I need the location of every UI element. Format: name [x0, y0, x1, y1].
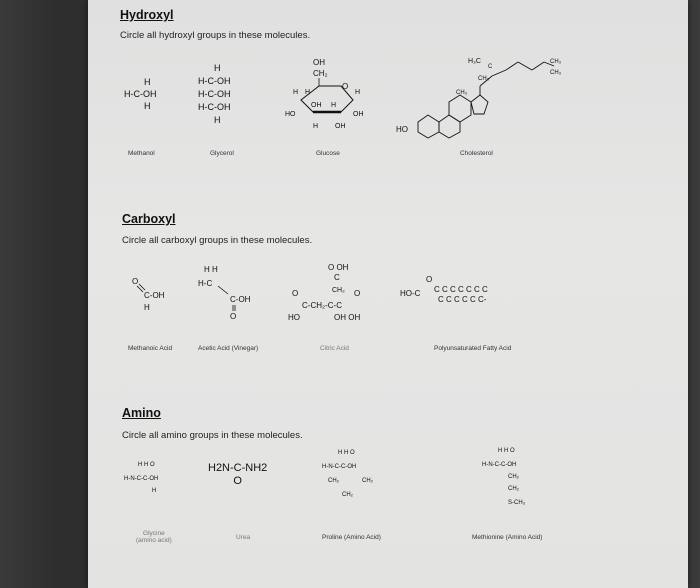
- proline-caption: Proline (Amino Acid): [322, 534, 381, 541]
- svg-text:O: O: [342, 82, 349, 91]
- svg-text:CH₂: CH₂: [342, 492, 353, 498]
- worksheet-page: [88, 0, 688, 588]
- amino-heading: Amino: [122, 406, 161, 420]
- svg-text:O: O: [354, 289, 361, 298]
- svg-text:CH₂: CH₂: [362, 478, 373, 484]
- svg-text:O: O: [292, 289, 299, 298]
- cholesterol-caption: Cholesterol: [460, 150, 493, 157]
- svg-text:C C C C C C-: C C C C C C-: [438, 295, 487, 304]
- amino-instruction: Circle all amino groups in these molecules.: [122, 430, 303, 441]
- svg-text:CH₂: CH₂: [332, 287, 345, 294]
- svg-text:H-N-C-C-OH: H-N-C-C-OH: [482, 462, 517, 468]
- svg-text:H-N-C-C-OH: H-N-C-C-OH: [124, 476, 159, 482]
- urea-structure: H2N-C-NH2 O: [208, 462, 268, 487]
- glycerol-structure: H H-C-OH H-C-OH H-C-OH H: [198, 63, 231, 125]
- svg-text:C-CH₂-C-C: C-CH₂-C-C: [302, 301, 342, 310]
- proline-structure: [318, 446, 408, 506]
- svg-text:C-OH: C-OH: [230, 295, 251, 304]
- svg-text:H H O: H H O: [138, 462, 155, 468]
- carboxyl-instruction: Circle all carboxyl groups in these molecules.: [122, 235, 313, 246]
- svg-text:OH: OH: [353, 111, 364, 118]
- methanoic-acid-caption: Methanoic Acid: [128, 345, 173, 352]
- svg-text:HO: HO: [396, 125, 408, 134]
- svg-text:S-CH₃: S-CH₃: [508, 500, 526, 506]
- svg-text:CH₂: CH₂: [508, 474, 519, 480]
- svg-text:CH₂: CH₂: [328, 478, 339, 484]
- svg-text:H-C: H-C: [198, 279, 213, 288]
- svg-text:CH₃: CH₃: [550, 70, 562, 76]
- svg-text:H: H: [313, 123, 319, 130]
- hydroxyl-heading: Hydroxyl: [120, 8, 174, 22]
- svg-text:O: O: [230, 312, 237, 320]
- svg-text:OH: OH: [311, 102, 322, 109]
- methanoic-acid-structure: [128, 272, 178, 314]
- svg-text:HO: HO: [288, 313, 300, 322]
- citric-acid-caption: Citric Acid: [320, 345, 349, 352]
- svg-text:C: C: [334, 273, 340, 282]
- svg-text:HO-C: HO-C: [400, 289, 421, 298]
- svg-text:CH₃: CH₃: [550, 59, 562, 65]
- svg-text:OH OH: OH OH: [334, 313, 361, 322]
- svg-text:H H: H H: [204, 265, 218, 274]
- hydroxyl-instruction: Circle all hydroxyl groups in these molecules.: [120, 30, 311, 41]
- svg-text:C-OH: C-OH: [144, 291, 165, 300]
- svg-text:C: C: [488, 64, 493, 70]
- svg-text:CH₃: CH₃: [478, 76, 490, 82]
- svg-text:O: O: [132, 277, 139, 286]
- svg-text:H: H: [305, 89, 311, 96]
- methionine-caption: Methionine (Amino Acid): [472, 534, 543, 541]
- svg-text:O OH: O OH: [328, 263, 349, 272]
- svg-text:CH₂: CH₂: [313, 69, 328, 78]
- urea-caption: Urea: [236, 534, 251, 541]
- methionine-structure: [478, 444, 558, 516]
- svg-text:H: H: [331, 102, 337, 109]
- svg-text:H H O: H H O: [338, 450, 355, 456]
- svg-text:H: H: [144, 303, 150, 312]
- glucose-caption: Glucose: [316, 150, 340, 157]
- svg-text:OH: OH: [313, 58, 325, 67]
- glycerol-caption: Glycerol: [210, 150, 234, 157]
- svg-text:H: H: [355, 89, 361, 96]
- glucose-structure: [283, 56, 373, 142]
- svg-text:HO: HO: [285, 111, 296, 118]
- acetic-acid-structure: [198, 262, 268, 320]
- carboxyl-heading: Carboxyl: [122, 212, 176, 226]
- citric-acid-structure: [288, 260, 384, 328]
- methanol-caption: Methanol: [128, 150, 155, 157]
- svg-text:H-N-C-C-OH: H-N-C-C-OH: [322, 464, 357, 470]
- svg-text:OH: OH: [335, 123, 346, 130]
- fatty-acid-structure: [396, 272, 576, 316]
- svg-text:H: H: [152, 488, 157, 494]
- svg-text:O: O: [426, 275, 433, 284]
- svg-text:CH₃: CH₃: [456, 90, 468, 96]
- svg-text:H H O: H H O: [498, 448, 515, 454]
- svg-text:H₃C: H₃C: [468, 58, 481, 65]
- cholesterol-structure: [388, 52, 568, 142]
- glycine-caption: Glycine (amino acid): [136, 530, 172, 544]
- glycine-structure: [124, 458, 196, 498]
- methanol-structure: H H-C-OH H: [124, 77, 157, 111]
- acetic-acid-caption: Acetic Acid (Vinegar): [198, 345, 259, 352]
- svg-text:H: H: [293, 89, 299, 96]
- fatty-acid-caption: Polyunsaturated Fatty Acid: [434, 345, 512, 352]
- svg-text:C C C C C C C: C C C C C C C: [434, 285, 488, 294]
- svg-text:CH₂: CH₂: [508, 486, 519, 492]
